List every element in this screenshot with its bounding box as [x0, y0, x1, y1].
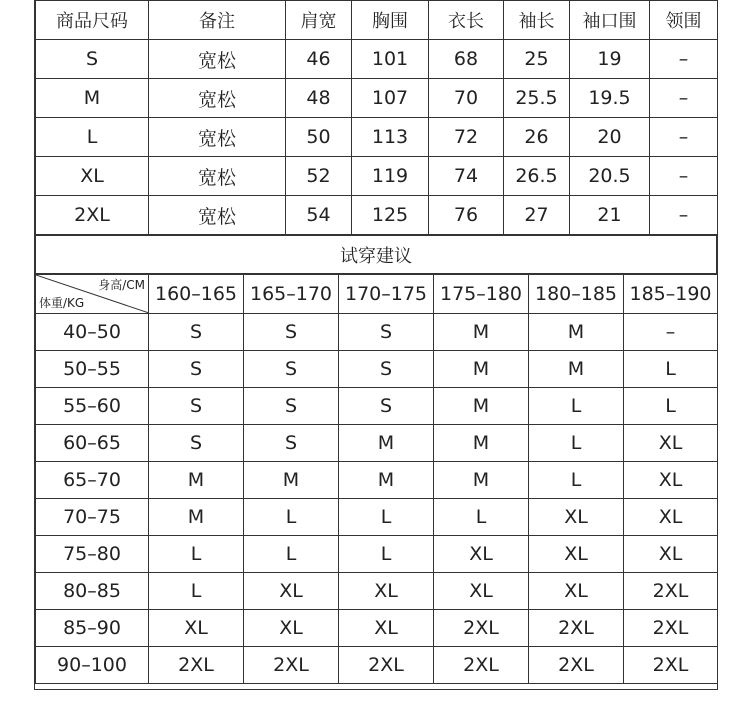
- fit-table-row: [36, 314, 718, 351]
- suggested-size-cell: S: [149, 425, 244, 462]
- fit-table-row: [36, 425, 718, 462]
- suggested-size-cell: L: [244, 499, 339, 536]
- height-range-header: 180–185: [529, 275, 624, 314]
- suggested-size-cell: XL: [529, 499, 624, 536]
- size-table-cell: 125: [352, 196, 429, 235]
- size-table-cell: 肩宽: [286, 1, 352, 40]
- suggested-size-cell: 2XL: [434, 647, 529, 684]
- suggested-size-cell: 2XL: [529, 610, 624, 647]
- fit-header-row: [36, 275, 718, 314]
- suggested-size-cell: XL: [434, 536, 529, 573]
- size-measurement-table: [35, 0, 718, 235]
- suggested-size-cell: XL: [624, 462, 718, 499]
- weight-range-cell: 75–80: [36, 536, 149, 573]
- size-table-cell: 50: [286, 118, 352, 157]
- size-table-cell: 19.5: [570, 79, 650, 118]
- suggested-size-cell: L: [244, 536, 339, 573]
- height-range-header: 165–170: [244, 275, 339, 314]
- suggested-size-cell: S: [244, 351, 339, 388]
- size-table-cell: 52: [286, 157, 352, 196]
- height-axis-label: 身高/CM: [98, 278, 145, 292]
- fit-table-row: [36, 388, 718, 425]
- fit-table-row: [36, 647, 718, 684]
- suggested-size-cell: XL: [339, 610, 434, 647]
- size-table-cell: 领围: [650, 1, 718, 40]
- suggested-size-cell: M: [529, 351, 624, 388]
- weight-range-cell: 60–65: [36, 425, 149, 462]
- weight-range-cell: 40–50: [36, 314, 149, 351]
- size-table-cell: 70: [429, 79, 504, 118]
- size-table-cell: –: [650, 118, 718, 157]
- suggested-size-cell: XL: [624, 499, 718, 536]
- suggested-size-cell: M: [434, 425, 529, 462]
- suggested-size-cell: 2XL: [339, 647, 434, 684]
- size-table-cell: –: [650, 196, 718, 235]
- size-table-cell: 68: [429, 40, 504, 79]
- fit-table-row: [36, 462, 718, 499]
- size-table-cell: 备注: [149, 1, 286, 40]
- size-table-cell: 20: [570, 118, 650, 157]
- weight-range-cell: 90–100: [36, 647, 149, 684]
- fit-table-row: [36, 610, 718, 647]
- suggested-size-cell: M: [149, 499, 244, 536]
- weight-range-cell: 80–85: [36, 573, 149, 610]
- size-table-cell: 76: [429, 196, 504, 235]
- suggested-size-cell: L: [434, 499, 529, 536]
- suggested-size-cell: M: [434, 388, 529, 425]
- weight-range-cell: 50–55: [36, 351, 149, 388]
- suggested-size-cell: 2XL: [244, 647, 339, 684]
- size-table-cell: 商品尺码: [36, 1, 149, 40]
- suggested-size-cell: L: [624, 351, 718, 388]
- fit-suggestion-banner: [35, 235, 717, 274]
- size-table-cell: 107: [352, 79, 429, 118]
- fit-table-row: [36, 499, 718, 536]
- suggested-size-cell: L: [339, 536, 434, 573]
- size-table-cell: 26.5: [504, 157, 570, 196]
- suggested-size-cell: S: [339, 351, 434, 388]
- size-table-row: [36, 118, 718, 157]
- suggested-size-cell: M: [434, 462, 529, 499]
- weight-range-cell: 65–70: [36, 462, 149, 499]
- size-table-cell: –: [650, 40, 718, 79]
- suggested-size-cell: XL: [529, 573, 624, 610]
- suggested-size-cell: S: [149, 351, 244, 388]
- size-chart: [34, 0, 718, 690]
- size-table-cell: 25.5: [504, 79, 570, 118]
- size-table-cell: 袖长: [504, 1, 570, 40]
- suggested-size-cell: S: [244, 425, 339, 462]
- suggested-size-cell: L: [529, 425, 624, 462]
- suggested-size-cell: XL: [529, 536, 624, 573]
- size-table-cell: 46: [286, 40, 352, 79]
- size-table-cell: XL: [36, 157, 149, 196]
- size-table-cell: 101: [352, 40, 429, 79]
- size-table-cell: 宽松: [149, 40, 286, 79]
- diagonal-header-cell: [36, 275, 149, 314]
- size-table-header-row: [36, 1, 718, 40]
- size-table-cell: 宽松: [149, 157, 286, 196]
- suggested-size-cell: XL: [244, 573, 339, 610]
- suggested-size-cell: XL: [244, 610, 339, 647]
- size-table-cell: –: [650, 79, 718, 118]
- size-table-cell: S: [36, 40, 149, 79]
- suggested-size-cell: M: [339, 425, 434, 462]
- fit-table-row: [36, 573, 718, 610]
- size-table-cell: –: [650, 157, 718, 196]
- size-table-row: [36, 40, 718, 79]
- weight-range-cell: 70–75: [36, 499, 149, 536]
- suggested-size-cell: S: [339, 388, 434, 425]
- suggested-size-cell: XL: [149, 610, 244, 647]
- size-table-cell: 48: [286, 79, 352, 118]
- suggested-size-cell: 2XL: [624, 610, 718, 647]
- fit-table-row: [36, 536, 718, 573]
- size-table-cell: 26: [504, 118, 570, 157]
- suggested-size-cell: S: [339, 314, 434, 351]
- size-table-cell: 宽松: [149, 196, 286, 235]
- size-table-cell: 27: [504, 196, 570, 235]
- fit-table-row: [36, 351, 718, 388]
- size-table-cell: 72: [429, 118, 504, 157]
- suggested-size-cell: 2XL: [624, 647, 718, 684]
- suggested-size-cell: S: [244, 388, 339, 425]
- height-range-header: 170–175: [339, 275, 434, 314]
- suggested-size-cell: 2XL: [529, 647, 624, 684]
- size-table-row: [36, 157, 718, 196]
- height-range-header: 160–165: [149, 275, 244, 314]
- suggested-size-cell: –: [624, 314, 718, 351]
- suggested-size-cell: M: [434, 314, 529, 351]
- weight-range-cell: 85–90: [36, 610, 149, 647]
- weight-axis-label: 体重/KG: [39, 296, 85, 310]
- size-table-row: [36, 79, 718, 118]
- size-table-cell: 54: [286, 196, 352, 235]
- size-table-cell: 119: [352, 157, 429, 196]
- suggested-size-cell: L: [149, 536, 244, 573]
- size-table-cell: 衣长: [429, 1, 504, 40]
- suggested-size-cell: M: [339, 462, 434, 499]
- height-range-header: 175–180: [434, 275, 529, 314]
- size-table-cell: 胸围: [352, 1, 429, 40]
- size-table-cell: 宽松: [149, 118, 286, 157]
- suggested-size-cell: M: [244, 462, 339, 499]
- suggested-size-cell: M: [149, 462, 244, 499]
- size-table-cell: 袖口围: [570, 1, 650, 40]
- suggested-size-cell: S: [149, 388, 244, 425]
- size-table-cell: 74: [429, 157, 504, 196]
- size-table-cell: 20.5: [570, 157, 650, 196]
- suggested-size-cell: S: [149, 314, 244, 351]
- suggested-size-cell: L: [529, 462, 624, 499]
- suggested-size-cell: L: [529, 388, 624, 425]
- size-table-cell: 25: [504, 40, 570, 79]
- weight-range-cell: 55–60: [36, 388, 149, 425]
- size-table-cell: 2XL: [36, 196, 149, 235]
- fit-suggestion-table: [35, 274, 718, 684]
- suggested-size-cell: L: [624, 388, 718, 425]
- suggested-size-cell: XL: [624, 425, 718, 462]
- suggested-size-cell: 2XL: [434, 610, 529, 647]
- fit-section-title: 试穿建议: [36, 236, 717, 274]
- size-table-cell: 19: [570, 40, 650, 79]
- suggested-size-cell: M: [529, 314, 624, 351]
- size-table-cell: 113: [352, 118, 429, 157]
- size-table-cell: L: [36, 118, 149, 157]
- suggested-size-cell: L: [339, 499, 434, 536]
- size-table-cell: 21: [570, 196, 650, 235]
- height-range-header: 185–190: [624, 275, 718, 314]
- suggested-size-cell: M: [434, 351, 529, 388]
- suggested-size-cell: L: [149, 573, 244, 610]
- size-table-row: [36, 196, 718, 235]
- size-table-cell: 宽松: [149, 79, 286, 118]
- suggested-size-cell: 2XL: [149, 647, 244, 684]
- suggested-size-cell: XL: [624, 536, 718, 573]
- suggested-size-cell: 2XL: [624, 573, 718, 610]
- suggested-size-cell: XL: [339, 573, 434, 610]
- suggested-size-cell: XL: [434, 573, 529, 610]
- suggested-size-cell: S: [244, 314, 339, 351]
- size-table-cell: M: [36, 79, 149, 118]
